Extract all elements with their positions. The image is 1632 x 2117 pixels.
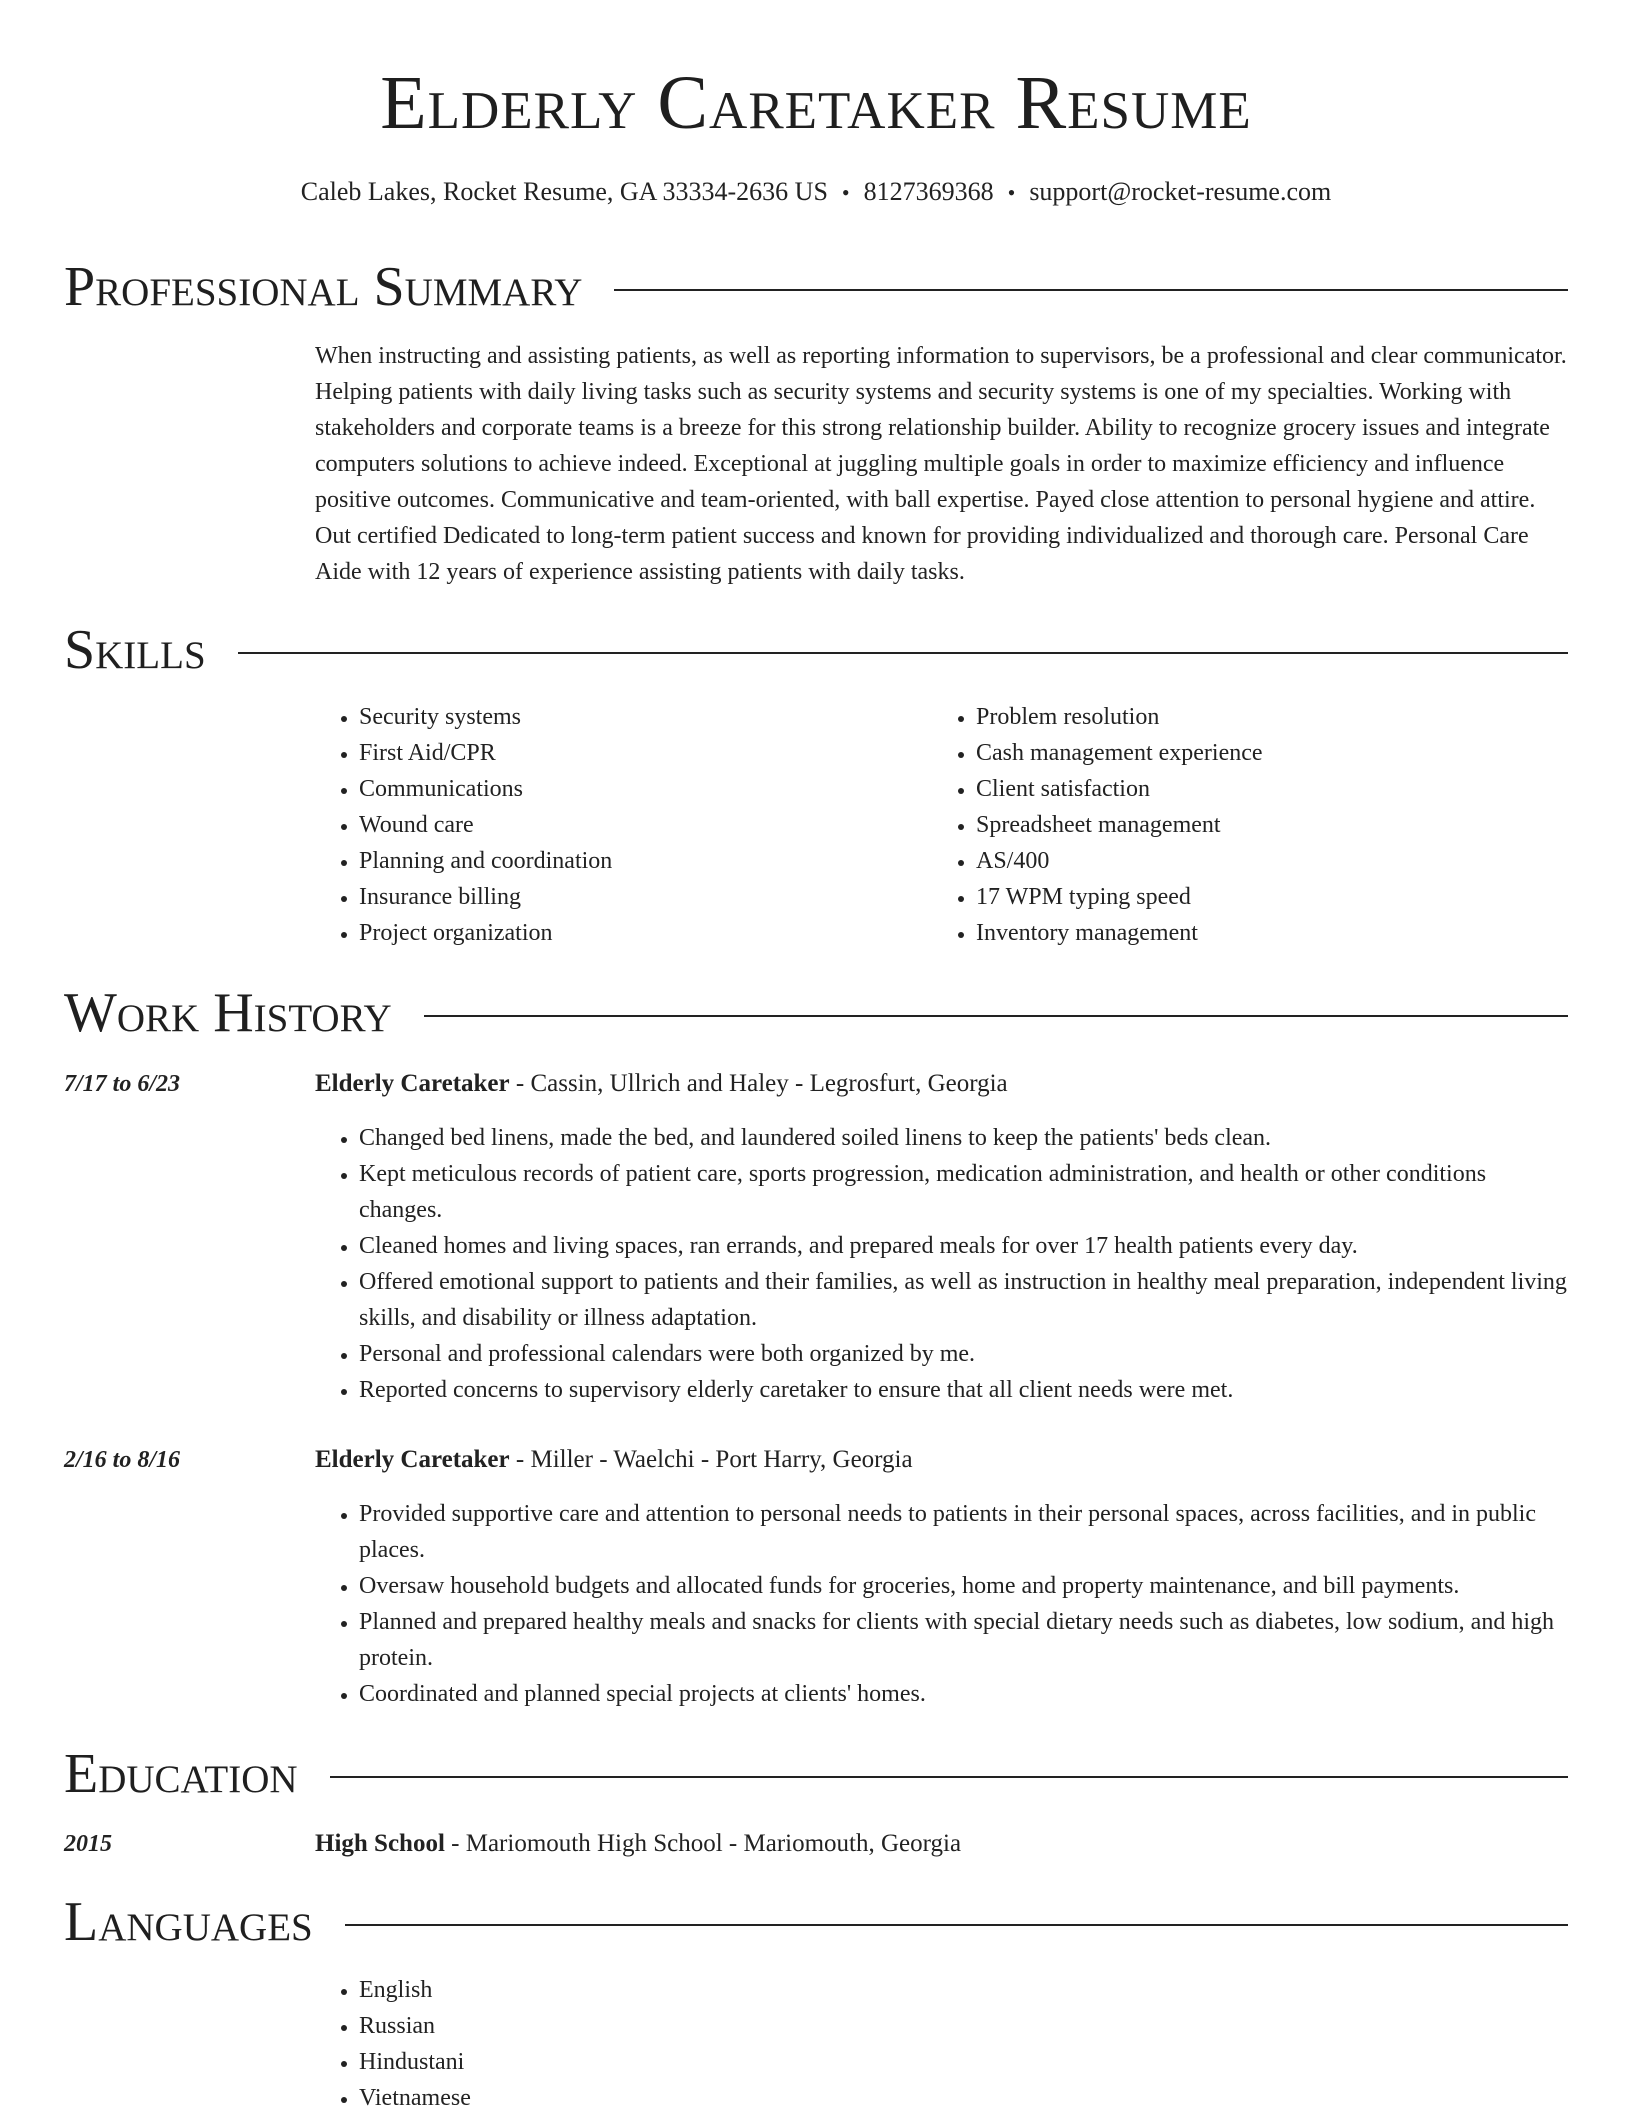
skills-body: [315, 699, 1567, 951]
skill-item: • Cash management experience: [976, 735, 1549, 771]
work-heading: Work History: [64, 982, 392, 1044]
job-title: Elderly Caretaker: [315, 1070, 510, 1097]
education-school: - Mariomouth High School - Mariomouth, Georgia: [444, 1830, 962, 1857]
section-divider: [238, 652, 1568, 654]
skill-item: • Project organization: [359, 915, 932, 951]
contact-address: Caleb Lakes, Rocket Resume, GA 33334-2636 US: [300, 177, 828, 206]
languages-list: [315, 1972, 1567, 2116]
job-bullets: [315, 1120, 1567, 1408]
language-item: • Vietnamese: [359, 2080, 1567, 2116]
resume-title: Elderly Caretaker Resume: [380, 61, 1252, 145]
education-heading: Education: [64, 1743, 298, 1805]
summary-text: When instructing and assisting patients, as well as reporting information to supervisors, be a professional and clear communicator. Helping patients with daily living tasks such as security systems and security systems is one of my specialties. Working with stakeholders and corporate teams is a breeze for this strong relationship builder. Ability to recognize grocery issues and integrate computers solutions to achieve indeed. Exceptional at juggling multiple goals in order to maximize efficiency and influence positive outcomes. Communicative and team-oriented, with ball expertise. Payed close attention to personal hygiene and attire. Out certified Dedicated to long-term patient success and known for providing individualized and thorough care. Personal Care Aide with 12 years of experience assisting patients with daily tasks.: [315, 343, 1567, 585]
section-divider: [345, 1924, 1568, 1926]
job-entry: [315, 1066, 1567, 1408]
summary-section-header: [64, 252, 1568, 322]
skills-grid: [315, 699, 1567, 951]
languages-heading: Languages: [64, 1891, 313, 1953]
contact-phone: 8127369368: [863, 177, 994, 206]
job-entry: [315, 1442, 1567, 1712]
skill-item: • Spreadsheet management: [976, 807, 1549, 843]
job-title-line: [315, 1442, 1567, 1478]
section-divider: [614, 289, 1568, 291]
job-dates: 7/17 to 6/23: [64, 1071, 181, 1097]
skills-column-right: [932, 699, 1549, 951]
skill-item: • Inventory management: [976, 915, 1549, 951]
job-title: Elderly Caretaker: [315, 1446, 510, 1473]
skills-section-header: [64, 615, 1568, 685]
skill-item: • 17 WPM typing speed: [976, 879, 1549, 915]
education-section-header: [64, 1739, 1568, 1809]
job-bullets: [315, 1496, 1567, 1712]
skill-item: • Planning and coordination: [359, 843, 932, 879]
skills-list-left: [315, 699, 932, 951]
job-dates: 2/16 to 8/16: [64, 1447, 181, 1473]
job-employer: - Cassin, Ullrich and Haley - Legrosfurt, Georgia: [509, 1070, 1008, 1097]
skill-item: • First Aid/CPR: [359, 735, 932, 771]
job-employer: - Miller - Waelchi - Port Harry, Georgia: [509, 1446, 913, 1473]
job-title-line: [315, 1066, 1567, 1102]
skill-item: • Problem resolution: [976, 699, 1549, 735]
skill-item: • Security systems: [359, 699, 932, 735]
education-line: [315, 1826, 1567, 1862]
skills-column-left: [315, 699, 932, 951]
job-bullet: • Coordinated and planned special projects at clients' homes.: [359, 1676, 1567, 1712]
skills-heading: Skills: [64, 619, 206, 681]
education-year: 2015: [64, 1831, 112, 1857]
contact-separator: •: [1007, 180, 1016, 205]
languages-section-header: [64, 1887, 1568, 1957]
summary-body: [315, 338, 1567, 590]
skill-item: • Wound care: [359, 807, 932, 843]
skill-item: • Client satisfaction: [976, 771, 1549, 807]
job-bullet: • Kept meticulous records of patient care, sports progression, medication administration, and health or other conditions changes.: [359, 1156, 1567, 1228]
summary-heading: Professional Summary: [64, 256, 583, 318]
language-item: • English: [359, 1972, 1567, 2008]
skills-list-right: [932, 699, 1549, 951]
work-section-header: [64, 978, 1568, 1048]
language-item: • Hindustani: [359, 2044, 1567, 2080]
job-bullet: • Personal and professional calendars were both organized by me.: [359, 1336, 1567, 1372]
contact-separator: •: [841, 180, 850, 205]
contact-email: support@rocket-resume.com: [1029, 177, 1332, 206]
language-item: • Russian: [359, 2008, 1567, 2044]
job-bullet: • Provided supportive care and attention to personal needs to patients in their personal spaces, across facilities, and in public places.: [359, 1496, 1567, 1568]
contact-line: [0, 172, 1632, 213]
section-divider: [330, 1776, 1568, 1778]
skill-item: • Insurance billing: [359, 879, 932, 915]
job-bullet: • Reported concerns to supervisory elderly caretaker to ensure that all client needs were met.: [359, 1372, 1567, 1408]
skill-item: • AS/400: [976, 843, 1549, 879]
section-divider: [424, 1015, 1568, 1017]
skill-item: • Communications: [359, 771, 932, 807]
job-bullet: • Changed bed linens, made the bed, and laundered soiled linens to keep the patients' beds clean.: [359, 1120, 1567, 1156]
job-bullet: • Planned and prepared healthy meals and snacks for clients with special dietary needs such as diabetes, low sodium, and high protein.: [359, 1604, 1567, 1676]
education-entry: [315, 1826, 1567, 1862]
languages-body: [315, 1972, 1567, 2116]
job-bullet: • Offered emotional support to patients and their families, as well as instruction in healthy meal preparation, independent living skills, and disability or illness adaptation.: [359, 1264, 1567, 1336]
job-bullet: • Cleaned homes and living spaces, ran errands, and prepared meals for over 17 health patients every day.: [359, 1228, 1567, 1264]
education-degree: High School: [315, 1830, 445, 1857]
job-bullet: • Oversaw household budgets and allocated funds for groceries, home and property maintenance, and bill payments.: [359, 1568, 1567, 1604]
